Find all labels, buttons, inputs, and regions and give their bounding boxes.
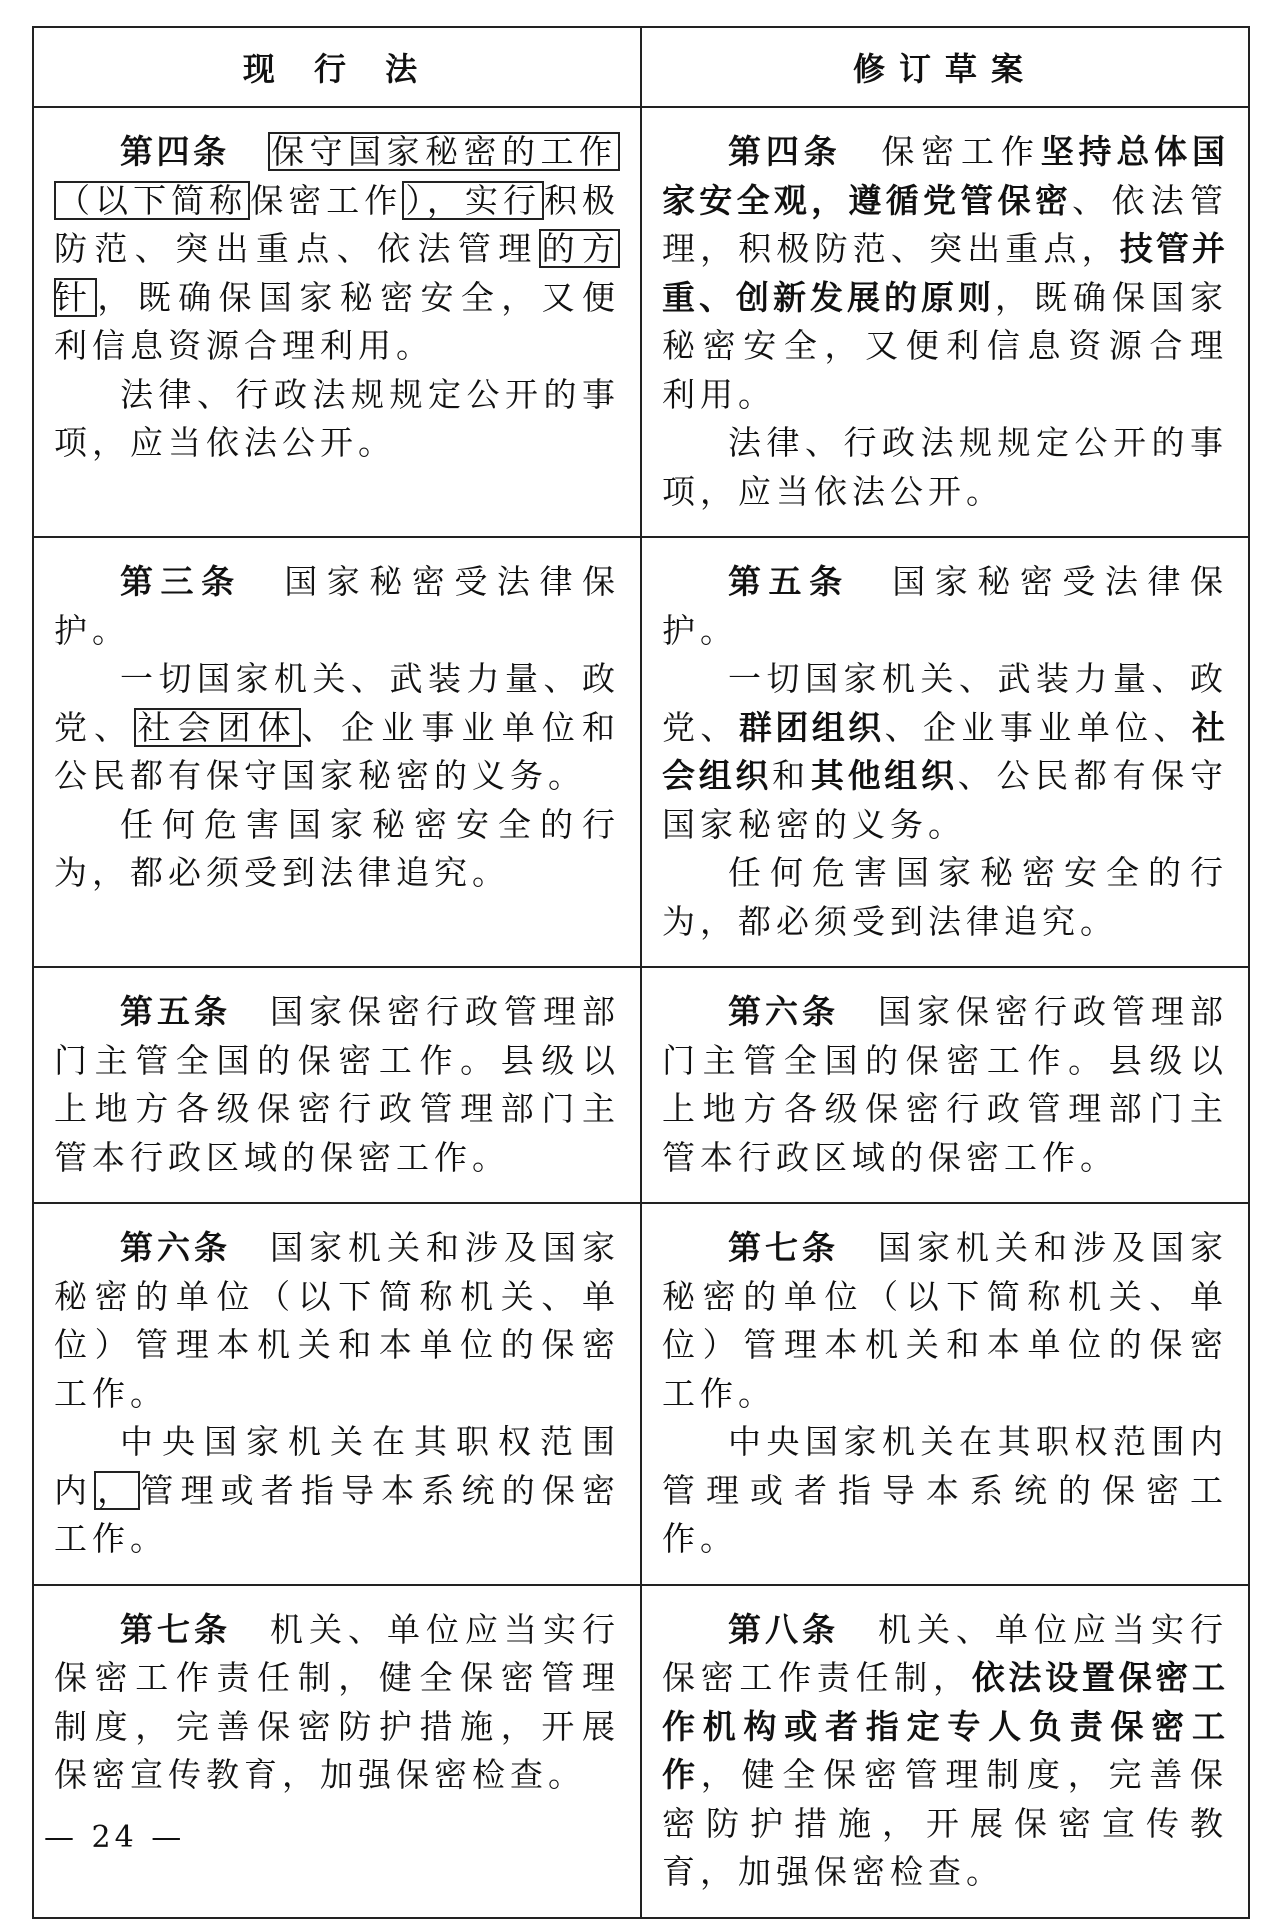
deleted-text-box: 保守国家秘密的工作 <box>268 132 620 171</box>
article-number: 第三条 <box>120 562 242 601</box>
clause-text: 积极防范、突出重点、依法管理 <box>54 180 621 268</box>
deleted-text-box: 社会团体 <box>134 708 301 747</box>
clause-paragraph: 任何危害国家秘密安全的行为，都必须受到法律追究。 <box>54 804 620 892</box>
added-text: 群团组织 <box>738 707 885 747</box>
clause-paragraph: 任何危害国家秘密安全的行为，都必须受到法律追究。 <box>662 853 1228 941</box>
clause-paragraph: 法律、行政法规规定公开的事项，应当依法公开。 <box>54 374 620 462</box>
clause-text: ，既确保国家秘密安全，又便利信息资源合理利用。 <box>54 277 621 365</box>
clause-text: 保密工作 <box>250 180 403 220</box>
clause-paragraph <box>54 988 620 1182</box>
table-row <box>33 1203 1249 1585</box>
clause-text: 和 <box>772 756 811 795</box>
clause-paragraph: 中央国家机关在其职权范围内管理或者指导本系统的保密工作。 <box>662 1422 1228 1558</box>
clause-text: 一切国家机关、武装力量、政党、 <box>54 659 620 747</box>
table-row <box>33 537 1249 967</box>
article-number: 第六条 <box>120 1228 231 1267</box>
clause-paragraph <box>54 1224 620 1418</box>
deleted-text-box: ），实行 <box>402 181 544 220</box>
current-law-cell <box>33 107 641 537</box>
article-number: 第七条 <box>120 1609 231 1649</box>
clause-paragraph <box>662 128 1228 419</box>
draft-cell <box>641 537 1249 967</box>
deleted-text-box: （以下简称 <box>54 181 250 220</box>
clause-text: 一切国家机关、武装力量、政党、 <box>662 659 1228 747</box>
article-number: 第五条 <box>120 992 231 1031</box>
clause-text: ，既确保国家秘密安全，又便利信息资源合理利用。 <box>662 277 1228 414</box>
article-number: 第四条 <box>728 132 842 171</box>
clause-paragraph <box>662 558 1228 655</box>
added-text: 依法设置保密工作机构或者指定专人负责保密工作 <box>662 1658 1229 1794</box>
header-row <box>33 27 1249 107</box>
current-law-header: 现 行 法 <box>33 27 641 107</box>
clause-paragraph <box>54 655 620 801</box>
clause-paragraph <box>54 1606 620 1800</box>
clause-text: 中央国家机关在其职权范围内 <box>54 1422 620 1510</box>
draft-cell <box>641 1585 1249 1918</box>
draft-cell <box>641 967 1249 1203</box>
added-text: 其他组织 <box>810 756 958 795</box>
deleted-text-box: ， <box>94 1471 140 1510</box>
deleted-text-box: 的方针 <box>54 229 621 317</box>
draft-header: 修订草案 <box>641 27 1249 107</box>
article-number: 第六条 <box>728 992 839 1031</box>
article-number: 第七条 <box>728 1228 839 1267</box>
article-number: 第四条 <box>120 132 230 171</box>
draft-cell <box>641 107 1249 537</box>
clause-text: 国家秘密受法律保护。 <box>662 562 1229 650</box>
current-law-cell <box>33 1585 641 1918</box>
added-text: 坚持总体国家安全观，遵循党管保密 <box>662 132 1229 220</box>
clause-paragraph <box>662 1224 1228 1418</box>
clause-text: 、企业事业单位、 <box>884 707 1193 747</box>
draft-cell <box>641 1203 1249 1585</box>
clause-paragraph <box>54 558 620 655</box>
added-text: 技管并重、创新发展的原则 <box>662 229 1229 317</box>
table-row <box>33 107 1249 537</box>
current-law-cell <box>33 537 641 967</box>
clause-text: 、依法管理，积极防范、突出重点， <box>662 180 1229 268</box>
article-number: 第五条 <box>728 562 850 601</box>
clause-paragraph <box>662 1606 1228 1897</box>
clause-text: ，健全保密管理制度，完善保密防护措施，开展保密宣传教育，加强保密检查。 <box>662 1755 1229 1891</box>
clause-paragraph: 法律、行政法规规定公开的事项，应当依法公开。 <box>662 423 1228 511</box>
clause-text: 保密工作 <box>881 132 1041 171</box>
clause-paragraph <box>54 128 620 371</box>
clause-paragraph <box>662 988 1228 1182</box>
clause-text: 国家保密行政管理部门主管全国的保密工作。县级以上地方各级保密行政管理部门主管本行政区域的保密工作。 <box>54 992 620 1177</box>
clause-text: 国家保密行政管理部门主管全国的保密工作。县级以上地方各级保密行政管理部门主管本行政区域的保密工作。 <box>662 992 1228 1177</box>
comparison-table <box>32 26 1250 1919</box>
clause-paragraph <box>662 655 1228 849</box>
clause-text: 、企业事业单位和公民都有保守国家秘密的义务。 <box>54 707 621 795</box>
current-law-cell <box>33 1203 641 1585</box>
clause-text: 国家机关和涉及国家秘密的单位（以下简称机关、单位）管理本机关和本单位的保密工作。 <box>54 1228 620 1413</box>
article-number: 第八条 <box>728 1609 839 1649</box>
clause-paragraph <box>54 1418 620 1564</box>
current-law-cell <box>33 967 641 1203</box>
table-row <box>33 967 1249 1203</box>
clause-text: 、公民都有保守国家秘密的义务。 <box>662 756 1229 844</box>
table-row <box>33 1585 1249 1918</box>
clause-text: 国家秘密受法律保护。 <box>54 562 621 650</box>
clause-text: 管理或者指导本系统的保密工作。 <box>54 1470 621 1558</box>
clause-text: 机关、单位应当实行保密工作责任制， <box>662 1609 1228 1697</box>
page-number: — 24 — <box>44 1820 186 1855</box>
added-text: 社会组织 <box>662 707 1229 795</box>
clause-text: 机关、单位应当实行保密工作责任制，健全保密管理制度，完善保密防护措施，开展保密宣传教育，加强保密检查。 <box>54 1609 620 1794</box>
clause-text: 国家机关和涉及国家秘密的单位（以下简称机关、单位）管理本机关和本单位的保密工作。 <box>662 1228 1228 1413</box>
